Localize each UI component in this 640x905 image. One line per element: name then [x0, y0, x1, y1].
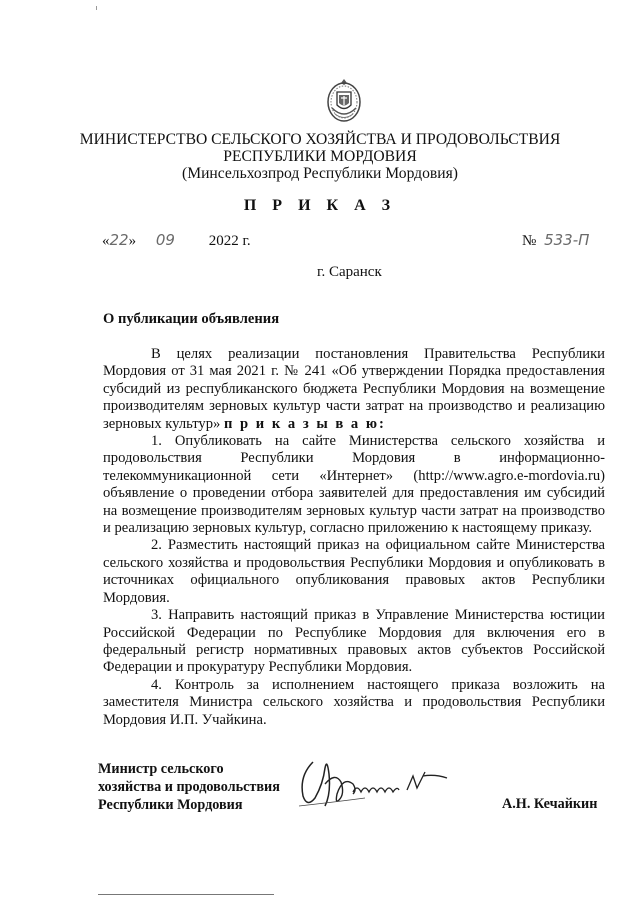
item-4: 4. Контроль за исполнением настоящего приказа возложить на заместителя Министра сельского хозяйства и продовольствия Республики Мордовия И.П. Учайкина. [103, 676, 605, 728]
place-of-issue: г. Саранск [317, 264, 382, 280]
number-value: 533-П [544, 231, 590, 249]
order-date [102, 231, 251, 250]
position-line-1: Министр сельского [98, 761, 224, 777]
document-subject: О публикации объявления [103, 311, 280, 327]
item-2: 2. Разместить настоящий приказ на официальном сайте Министерства сельского хозяйства и продовольствия Республики Мордовия и опубликовать в источниках официального опубликования правовых актов Республики Мордовия. [103, 537, 605, 606]
date-close-quote: » [128, 233, 137, 249]
item-3: 3. Направить настоящий приказ в Управление Министерства юстиции Российской Федерации по Республике Мордовия для включения его в федеральный регистр нормативных правовых актов субъектов Российской Федерации и прокуратуру Республики Мордовия. [103, 607, 605, 676]
scan-mark [96, 6, 97, 10]
position-line-2: хозяйства и продовольствия [98, 779, 280, 795]
date-day: 22 [109, 231, 129, 249]
signatory-position [98, 760, 280, 814]
date-year: 2022 г. [208, 233, 251, 249]
preamble-paragraph [103, 346, 605, 433]
document-type-title: П Р И К А З [243, 197, 397, 214]
number-label: № [522, 233, 537, 249]
ministry-name-line2: РЕСПУБЛИКИ МОРДОВИЯ [223, 148, 417, 165]
ministry-name-line1: МИНИСТЕРСТВО СЕЛЬСКОГО ХОЗЯЙСТВА И ПРОДОВОЛЬСТВИЯ [79, 131, 561, 148]
signatory-name: А.Н. Кечайкин [502, 796, 598, 812]
position-line-3: Республики Мордовия [98, 797, 243, 813]
preamble-text: В целях реализации постановления Правительства Республики Мордовия от 31 мая 2021 г. № 241 «Об утверждении Порядка предоставления субсидий из республиканского бюджета Республики Мордовия на возмещение производителям зерновых культур части затрат на производство и реализацию зерновых культур» [103, 346, 605, 432]
coat-of-arms-emblem [325, 78, 363, 124]
footer-rule [98, 894, 274, 895]
document-body [103, 346, 605, 729]
date-month: 09 [155, 231, 175, 249]
item-1: 1. Опубликовать на сайте Министерства сельского хозяйства и продовольствия Республики Мордовия в информационно-телекоммуникационной сети «Интернет» (http://www.agro.e-mordovia.ru) объявление о проведении отбора заявителей для предоставления им субсидий на возмещение производителям зерновых культур части затрат на производство и реализацию зерновых культур, согласно приложению к настоящему приказу. [103, 433, 605, 537]
ministry-short-name: (Минсельхозпрод Республики Мордовия) [182, 165, 458, 182]
order-number [522, 231, 589, 250]
order-keyword: п р и к а з ы в а ю: [223, 415, 386, 432]
date-open-quote: « [102, 233, 110, 249]
handwritten-signature [295, 754, 455, 816]
